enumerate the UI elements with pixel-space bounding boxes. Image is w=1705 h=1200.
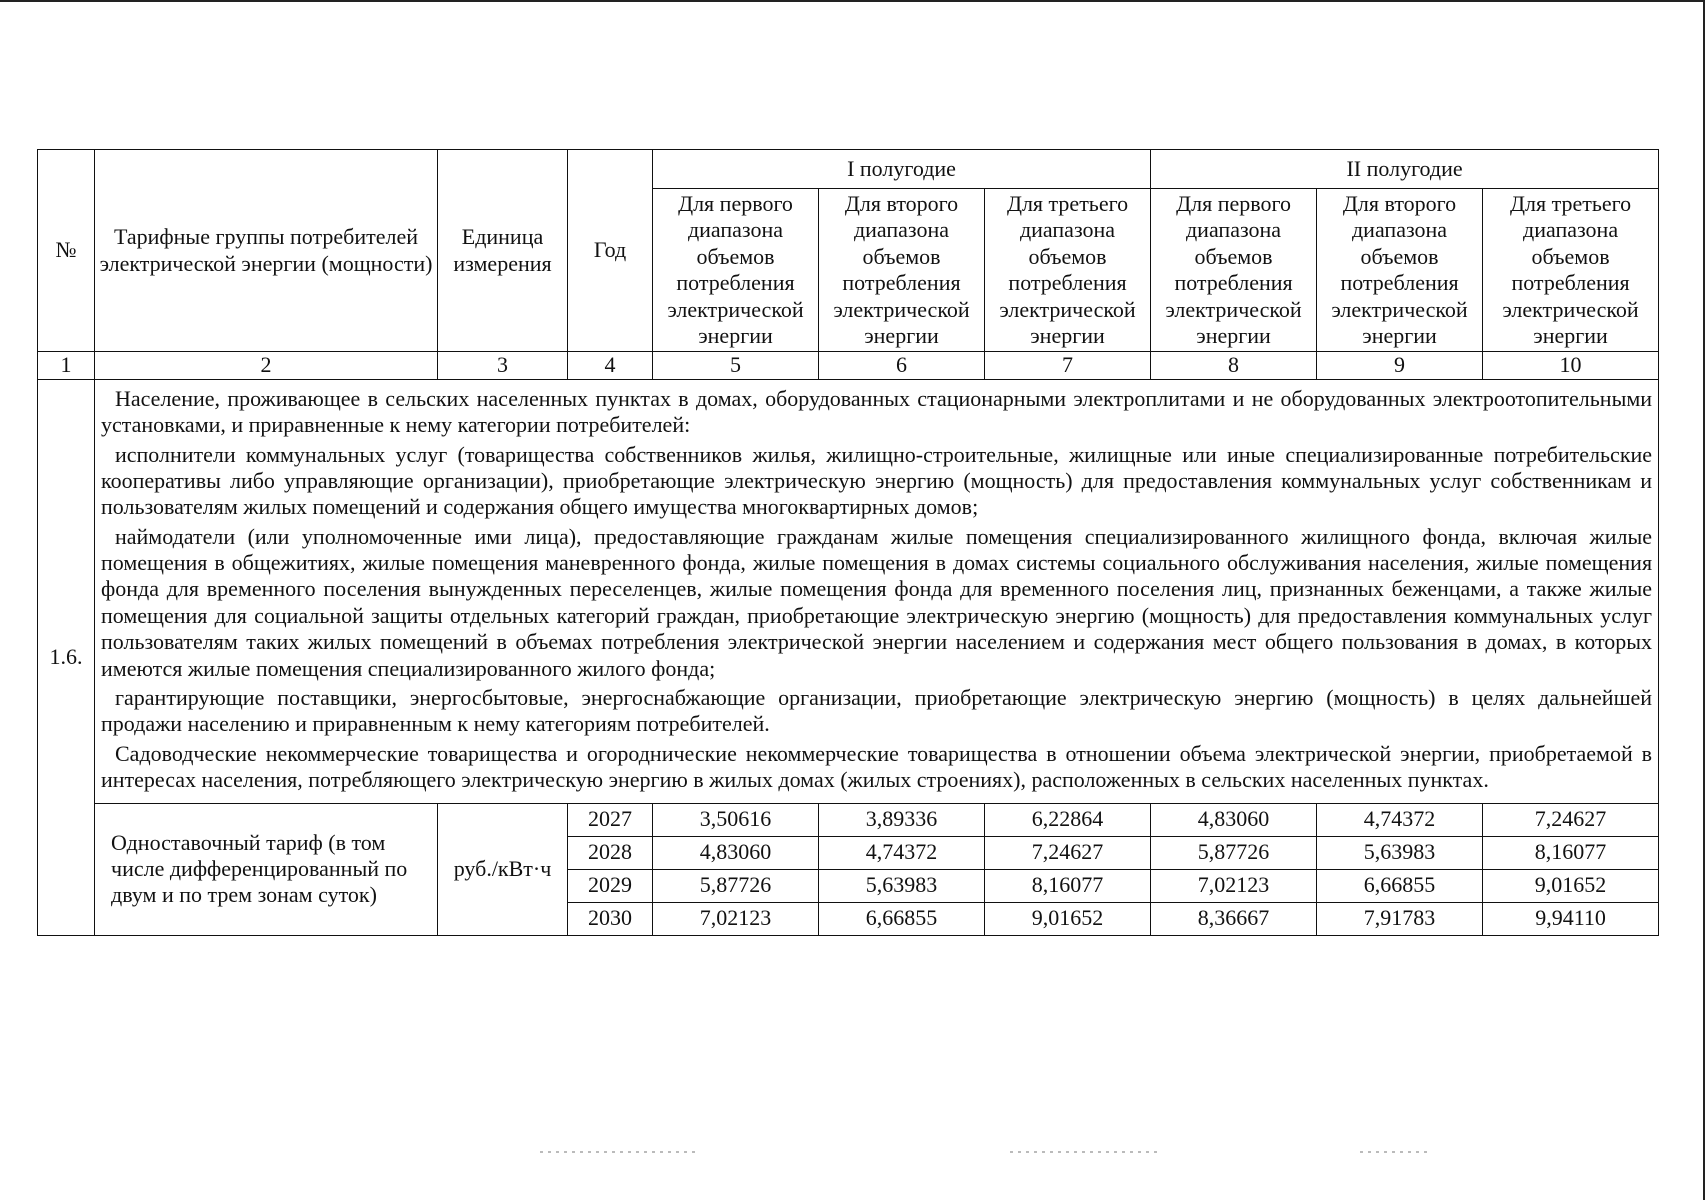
year-cell: 2028: [568, 836, 653, 869]
header-unit: Единица измерения: [438, 150, 568, 352]
header-half-2: II полугодие: [1151, 150, 1659, 189]
description-paragraph: гарантирующие поставщики, энергосбытовые, энергоснабжающие организации, приобретающие электрическую энергию (мощность) в целях дальнейшей продажи населению и приравненным к нему категориям потребителей.: [101, 685, 1653, 737]
value-cell: 9,01652: [985, 902, 1151, 935]
header-num: №: [38, 150, 95, 352]
value-cell: 3,50616: [653, 803, 819, 836]
value-cell: 9,01652: [1483, 869, 1659, 902]
header-range-1: Для первого диапазона объемов потребления электрической энергии: [653, 189, 819, 352]
header-range-2: Для второго диапазона объемов потребления электрической энергии: [819, 189, 985, 352]
value-cell: 7,02123: [653, 902, 819, 935]
section-description: [95, 379, 1659, 803]
value-cell: 7,24627: [985, 836, 1151, 869]
scan-artifact: [1360, 1151, 1430, 1153]
value-cell: 4,74372: [1317, 803, 1483, 836]
value-cell: 5,63983: [1317, 836, 1483, 869]
value-cell: 9,94110: [1483, 902, 1659, 935]
value-cell: 5,87726: [1151, 836, 1317, 869]
description-paragraph: Население, проживающее в сельских населенных пунктах в домах, оборудованных стационарными электроплитами и не оборудованных электроотопительными установками, и приравненные к нему категории потребителей:: [101, 385, 1653, 438]
year-cell: 2029: [568, 869, 653, 902]
column-number: 1: [38, 352, 95, 379]
value-cell: 8,16077: [1483, 836, 1659, 869]
value-cell: 8,36667: [1151, 902, 1317, 935]
description-paragraph: наймодатели (или уполномоченные ими лица), предоставляющие гражданам жилые помещения специализированного жилищного фонда, включая жилые помещения в общежитиях, жилые помещения маневренного фонда, жилые помещения в домах системы социального обслуживания населения, жилые помещения фонда для временного поселения вынужденных переселенцев, жилые помещения фонда для временного поселения лиц, признанных беженцами, а также жилые помещения для социальной защиты отдельных категорий граждан, приобретающие электрическую энергию (мощность) для предоставления коммунальных услуг пользователям таких жилых помещений в объемах потребления электрической энергии населением и содержания мест общего пользования в домах, в которых имеются жилые помещения специализированного жилого фонда;: [101, 523, 1653, 681]
tariff-label: Одноставочный тариф (в том числе дифференцированный по двум и по трем зонам суток): [95, 803, 438, 935]
value-cell: 4,83060: [1151, 803, 1317, 836]
value-cell: 7,91783: [1317, 902, 1483, 935]
tariff-table: [37, 149, 1659, 936]
value-cell: 5,87726: [653, 869, 819, 902]
value-cell: 4,83060: [653, 836, 819, 869]
column-number: 4: [568, 352, 653, 379]
scan-edge-top: [0, 0, 1705, 2]
value-cell: 3,89336: [819, 803, 985, 836]
tariff-unit: руб./кВт·ч: [438, 803, 568, 935]
header-row-1: [38, 150, 1659, 189]
value-cell: 7,02123: [1151, 869, 1317, 902]
header-range-5: Для второго диапазона объемов потребления электрической энергии: [1317, 189, 1483, 352]
tariff-row-2027: [38, 803, 1659, 836]
header-range-3: Для третьего диапазона объемов потребления электрической энергии: [985, 189, 1151, 352]
year-cell: 2030: [568, 902, 653, 935]
year-cell: 2027: [568, 803, 653, 836]
value-cell: 6,66855: [819, 902, 985, 935]
column-number: 9: [1317, 352, 1483, 379]
column-number: 10: [1483, 352, 1659, 379]
scan-artifact: [540, 1151, 700, 1153]
value-cell: 6,22864: [985, 803, 1151, 836]
header-range-6: Для третьего диапазона объемов потребления электрической энергии: [1483, 189, 1659, 352]
value-cell: 6,66855: [1317, 869, 1483, 902]
value-cell: 5,63983: [819, 869, 985, 902]
header-year: Год: [568, 150, 653, 352]
section-description-row: [38, 379, 1659, 803]
column-number: 2: [95, 352, 438, 379]
column-number: 8: [1151, 352, 1317, 379]
section-number: 1.6.: [38, 379, 95, 935]
column-number: 5: [653, 352, 819, 379]
column-number: 6: [819, 352, 985, 379]
value-cell: 8,16077: [985, 869, 1151, 902]
scan-artifact: [1010, 1151, 1160, 1153]
column-number: 3: [438, 352, 568, 379]
header-group: Тарифные группы потребителей электрической энергии (мощности): [95, 150, 438, 352]
column-number: 7: [985, 352, 1151, 379]
value-cell: 4,74372: [819, 836, 985, 869]
value-cell: 7,24627: [1483, 803, 1659, 836]
description-paragraph: Садоводческие некоммерческие товарищества и огороднические некоммерческие товарищества в отношении объема электрической энергии, приобретаемой в интересах населения, потребляющего электрическую энергию в жилых домах (жилых строениях), расположенных в сельских населенных пунктах.: [101, 740, 1653, 793]
description-paragraph: исполнители коммунальных услуг (товарищества собственников жилья, жилищно-строительные, жилищные или иные специализированные потребительские кооперативы либо управляющие организации), приобретающие электрическую энергию (мощность) для предоставления коммунальных услуг собственникам и пользователям жилых помещений и содержания общего имущества многоквартирных домов;: [101, 441, 1653, 520]
header-half-1: I полугодие: [653, 150, 1151, 189]
header-range-4: Для первого диапазона объемов потребления электрической энергии: [1151, 189, 1317, 352]
column-number-row: [38, 352, 1659, 379]
